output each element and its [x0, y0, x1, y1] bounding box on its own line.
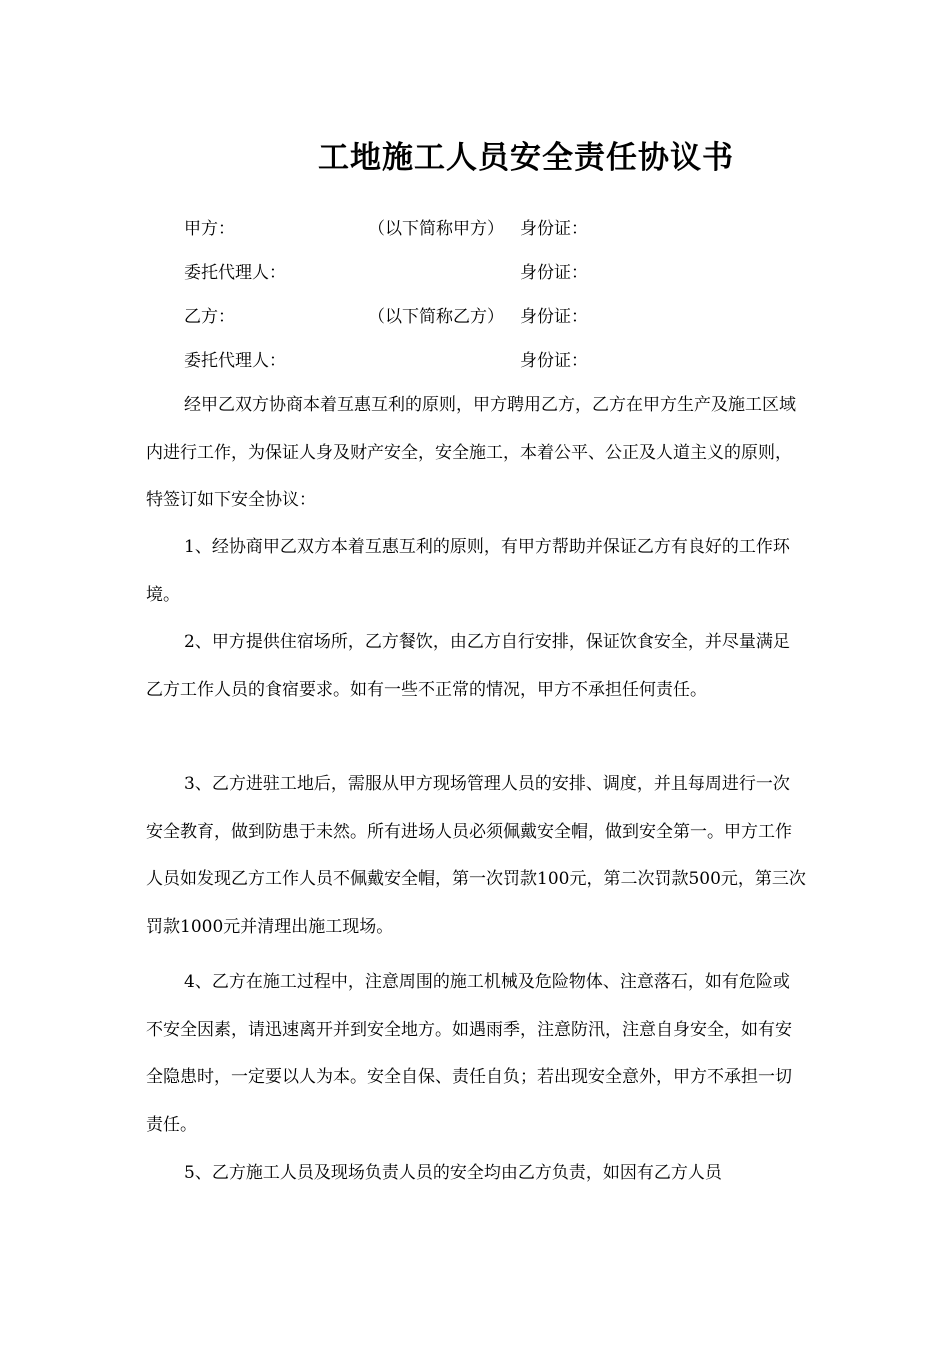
party-a-id-label: 身份证： [520, 219, 588, 239]
agent-2-id-label: 身份证： [520, 351, 588, 371]
agent-2-label: 委托代理人： [184, 351, 286, 371]
agent-1-label: 委托代理人： [184, 263, 286, 283]
clause-2: 2、甲方提供住宿场所，乙方餐饮，由乙方自行安排，保证饮食安全，并尽量满足乙方工作人员的食宿要求。如有一些不正常的情况，甲方不承担任何责任。 [146, 632, 790, 700]
party-b-label: 乙方： [184, 307, 235, 327]
clause-1: 1、经协商甲乙双方本着互惠互利的原则，有甲方帮助并保证乙方有良好的工作环境。 [146, 537, 790, 605]
party-a-line [184, 218, 235, 240]
party-b-abbr: （以下简称乙方） [368, 307, 504, 327]
party-a-label: 甲方： [184, 219, 235, 239]
party-a-abbr: （以下简称甲方） [368, 219, 504, 239]
document-title: 工地施工人员安全责任协议书 [318, 140, 734, 176]
party-b-id-label: 身份证： [520, 307, 588, 327]
clause-3: 3、乙方进驻工地后，需服从甲方现场管理人员的安排、调度，并且每周进行一次安全教育，做到防患于未然。所有进场人员必须佩戴安全帽，做到安全第一。甲方工作人员如发现乙方工作人员不佩戴安全帽，第一次罚款100元，第二次罚款500元，第三次罚款1000元并清理出施工现场。 [146, 774, 806, 937]
clause-5: 5、乙方施工人员及现场负责人员的安全均由乙方负责，如因有乙方人员 [184, 1163, 722, 1183]
intro-paragraph: 经甲乙双方协商本着互惠互利的原则，甲方聘用乙方，乙方在甲方生产及施工区域内进行工作，为保证人身及财产安全，安全施工，本着公平、公正及人道主义的原则，特签订如下安全协议： [146, 395, 796, 510]
clause-4: 4、乙方在施工过程中，注意周围的施工机械及危险物体、注意落石，如有危险或不安全因素，请迅速离开并到安全地方。如遇雨季，注意防汛，注意自身安全，如有安全隐患时，一定要以人为本。安全自保、责任自负；若出现安全意外，甲方不承担一切责任。 [146, 972, 792, 1135]
agent-1-id-label: 身份证： [520, 263, 588, 283]
